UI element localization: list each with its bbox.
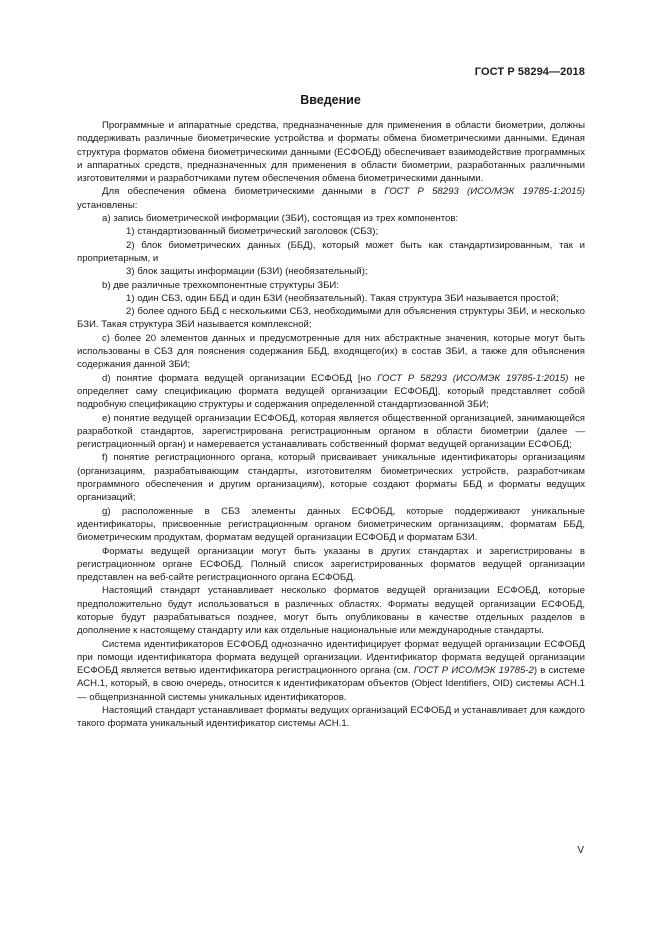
paragraph — [77, 584, 585, 637]
standard-reference: ГОСТ Р 58293 (ИСО/МЭК 19785-1:2015) — [384, 186, 585, 198]
paragraph — [77, 225, 585, 238]
page-number: V — [577, 845, 584, 856]
paragraph — [77, 279, 585, 292]
paragraph-text: a) запись биометрической информации (ЗБИ), состоящая из трех компонентов: — [102, 213, 459, 225]
standard-reference: ГОСТ Р ИСО/МЭК 19785-2 — [413, 665, 534, 677]
paragraph — [77, 451, 585, 504]
paragraph — [77, 638, 585, 704]
paragraph-text: ) в системе АСН.1, который, в свою очередь, относится к идентификаторам объектов (Object Identifiers, OID) системы АСН.1 — общепризнанной системы уникальных идентификаторов. — [77, 665, 585, 703]
paragraph — [77, 185, 585, 212]
paragraph-text: не определяет саму спецификацию формата ведущей организации ЕСФОБД], который представляет собой подробную спецификацию структуры и содержания определенной стандартизованной ЗБИ; — [77, 372, 585, 411]
paragraph — [77, 412, 585, 452]
paragraph-text: установлены: — [77, 199, 138, 211]
paragraph-text: 2) блок биометрических данных (ББД), который может быть как стандартизированным, так и проприетарным, и — [77, 239, 585, 264]
document-standard-id: ГОСТ Р 58294—2018 — [474, 66, 585, 78]
paragraph-text: 2) более одного ББД с несколькими СБЗ, необходимыми для объяснения структуры ЗБИ, и несколько БЗИ. Такая структура ЗБИ называется комплексной; — [77, 306, 585, 331]
paragraph — [77, 704, 585, 731]
paragraph — [77, 305, 585, 332]
paragraph-text: 1) стандартизованный биометрический заголовок (СБЗ); — [126, 226, 379, 238]
paragraph — [77, 265, 585, 278]
section-title: Введение — [300, 93, 361, 107]
paragraph-text: d) понятие формата ведущей организации ЕСФОБД [но — [102, 372, 378, 384]
standard-reference: ГОСТ Р 58293 (ИСО/МЭК 19785-1:2015) — [377, 372, 569, 384]
body-text — [77, 119, 585, 731]
paragraph-text: Форматы ведущей организации могут быть указаны в других стандартах и зарегистрированы в регистрационном органе ЕСФОБД. Полный список зарегистрированных форматов ведущей организации представлен на веб-сайте регистрационного органа ЕСФОБД. — [77, 545, 585, 584]
paragraph-text: e) понятие ведущей организации ЕСФОБД, которая является общественной организацией, занимающейся разработкой стандартов, зарегистрирована регистрационным органом в области биометрии (далее — регистрационный орган) и намеревается устанавливать собственный формат ведущей организации ЕСФОБД; — [77, 412, 585, 451]
paragraph — [77, 119, 585, 185]
paragraph — [77, 332, 585, 372]
paragraph-text: Для обеспечения обмена биометрическими данными в — [102, 186, 385, 198]
paragraph — [77, 505, 585, 545]
paragraph-text: Настоящий стандарт устанавливает форматы ведущих организаций ЕСФОБД и устанавливает для каждого такого формата уникальный идентификатор системы АСН.1. — [77, 705, 585, 730]
paragraph-text: 3) блок защиты информации (БЗИ) (необязательный); — [126, 266, 368, 278]
paragraph — [77, 239, 585, 266]
paragraph — [77, 545, 585, 585]
paragraph-text: b) две различные трехкомпонентные структуры ЗБИ: — [102, 279, 339, 291]
paragraph-text: Система идентификаторов ЕСФОБД однозначно идентифицирует формат ведущей организации ЕСФОБД при помощи идентификатора формата ведущей организации. Идентификатор формата ведущей организации ЕСФОБД является ветвью идентификатора регистрационного органа (см. — [77, 638, 585, 677]
paragraph-text: g) расположенные в СБЗ элементы данных ЕСФОБД, которые поддерживают уникальные идентификаторы, присвоенные регистрационным органом биометрическим организациям, форматам ББД, биометрическим продуктам, форматам ведущей организации ЕСФОБД и форматам БЗИ. — [77, 505, 585, 544]
paragraph-text: c) более 20 элементов данных и предусмотренные для них абстрактные значения, которые могут быть использованы в СБЗ для пояснения содержания ББД, входящего(их) в состав ЗБИ, а также для объяснения содержания данной ЗБИ; — [77, 332, 585, 371]
paragraph — [77, 372, 585, 412]
paragraph — [77, 212, 585, 225]
paragraph-text: Настоящий стандарт устанавливает несколько форматов ведущей организации ЕСФОБД, которые предположительно будут использоваться в различных областях. Форматы ведущей организации ЕСФОБД, которые будут разрабатываться позднее, могут быть опубликованы в качестве отдельных разделов в дополнение к настоящему стандарту или как отдельные национальные или международные стандарты. — [77, 585, 585, 637]
paragraph-text: 1) один СБЗ, один ББД и один БЗИ (необязательный). Такая структура ЗБИ называется простой; — [126, 292, 559, 304]
paragraph-text: Программные и аппаратные средства, предназначенные для применения в области биометрии, должны поддерживать различные биометрические устройства и форматы обмена биометрическими данными. Единая структура форматов обмена биометрическими данными (ЕСФОБД) обеспечивает взаимодействие программных и аппаратных средств, предназначенных для применения в области биометрии, разработанных различными изготовителями и разработчиками путем обеспечения обмена биометрическими данными. — [77, 120, 585, 185]
paragraph-text: f) понятие регистрационного органа, который присваивает уникальные идентификаторы организациям (организациям, разрабатывающим стандарты, изготовителям биометрических устройств, разработчикам программного обеспечения и другим организациям), которые создают форматы ББД и форматы ведущих организаций; — [77, 452, 585, 504]
paragraph — [77, 292, 585, 305]
